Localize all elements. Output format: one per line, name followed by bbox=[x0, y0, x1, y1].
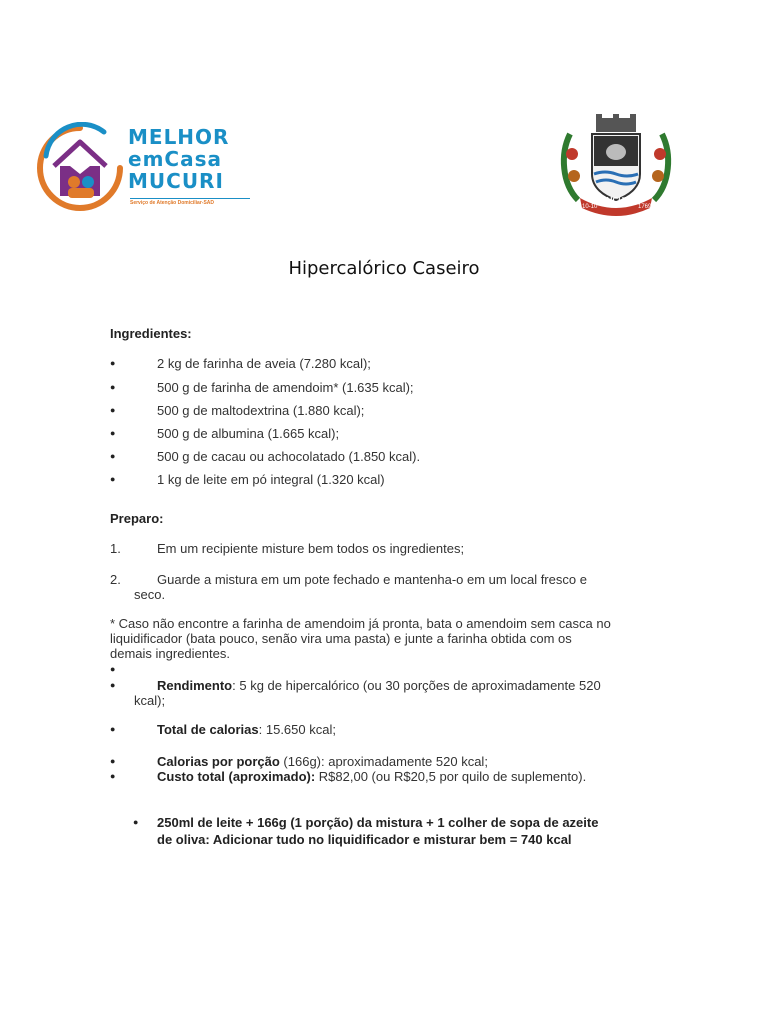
porcao-label: Calorias por porção bbox=[157, 754, 280, 769]
custo-line bbox=[157, 769, 586, 784]
porcao-text: (166g): aproximadamente 520 kcal; bbox=[279, 754, 488, 769]
logo-tagline: Serviço de Atenção Domiciliar-SAD bbox=[130, 198, 250, 206]
rendimento-text: : 5 kg de hipercalórico (ou 30 porções de aproximadamente 520 bbox=[232, 678, 601, 693]
municipal-crest bbox=[556, 114, 676, 220]
bullet: ● bbox=[110, 405, 116, 415]
serving-line: de oliva: Adicionar tudo no liquidificador e misturar bem = 740 kcal bbox=[157, 832, 572, 847]
total-line bbox=[157, 722, 336, 737]
ingredient-item: 500 g de farinha de amendoim* (1.635 kcal); bbox=[157, 380, 414, 395]
bullet: ● bbox=[110, 358, 116, 368]
rendimento-label: Rendimento bbox=[157, 678, 233, 693]
preparo-heading: Preparo: bbox=[110, 511, 164, 526]
ingredient-item: 500 g de maltodextrina (1.880 kcal); bbox=[157, 403, 365, 418]
total-text: : 15.650 kcal; bbox=[258, 722, 336, 737]
custo-label: Custo total (aproximado): bbox=[157, 769, 316, 784]
logo-text bbox=[128, 126, 229, 192]
bullet: ● bbox=[110, 680, 116, 690]
bullet: ● bbox=[110, 756, 116, 766]
porcao-line bbox=[157, 754, 488, 769]
step-number: 2. bbox=[110, 572, 121, 587]
bullet: ● bbox=[110, 382, 116, 392]
bullet: ● bbox=[110, 428, 116, 438]
bullet: ● bbox=[110, 451, 116, 461]
ingredients-heading: Ingredientes: bbox=[110, 326, 192, 341]
custo-text: R$82,00 (ou R$20,5 por quilo de suplemento). bbox=[315, 769, 587, 784]
rendimento-continued: kcal); bbox=[134, 693, 166, 708]
bullet: ● bbox=[110, 474, 116, 484]
note-line: liquidificador (bata pouco, senão vira uma pasta) e junte a farinha obtida com os bbox=[110, 631, 572, 646]
ingredient-item: 500 g de albumina (1.665 kcal); bbox=[157, 426, 340, 441]
bullet: ● bbox=[110, 664, 116, 674]
house-heart-icon bbox=[34, 122, 126, 214]
logo-line-1: MELHOR bbox=[128, 125, 230, 149]
crest-town: MUCURI bbox=[600, 196, 632, 205]
crest-year-right: 1769 bbox=[638, 204, 652, 210]
serving-line: 250ml de leite + 166g (1 porção) da mistura + 1 colher de sopa de azeite bbox=[157, 815, 599, 830]
logo-line-2: emCasa bbox=[128, 147, 222, 171]
melhor-em-casa-logo bbox=[34, 122, 252, 214]
total-label: Total de calorias bbox=[157, 722, 259, 737]
note-line: demais ingredientes. bbox=[110, 646, 230, 661]
step-text: Em um recipiente misture bem todos os ingredientes; bbox=[157, 541, 465, 556]
crest-date-left: 10-10 bbox=[582, 204, 598, 210]
ingredient-item: 2 kg de farinha de aveia (7.280 kcal); bbox=[157, 356, 371, 371]
step-text: Guarde a mistura em um pote fechado e mantenha-o em um local fresco e bbox=[157, 572, 587, 587]
page-title: Hipercalórico Caseiro bbox=[288, 258, 480, 279]
step-number: 1. bbox=[110, 541, 121, 556]
bullet: ● bbox=[110, 724, 116, 734]
step-text-continued: seco. bbox=[134, 587, 166, 602]
ingredient-item: 500 g de cacau ou achocolatado (1.850 kcal). bbox=[157, 449, 421, 464]
rendimento-line bbox=[157, 678, 601, 693]
bullet: ● bbox=[133, 817, 139, 827]
bullet: ● bbox=[110, 771, 116, 781]
note-line: * Caso não encontre a farinha de amendoim já pronta, bata o amendoim sem casca no bbox=[110, 616, 611, 631]
ingredient-item: 1 kg de leite em pó integral (1.320 kcal) bbox=[157, 472, 385, 487]
logo-line-3: MUCURI bbox=[128, 169, 224, 193]
